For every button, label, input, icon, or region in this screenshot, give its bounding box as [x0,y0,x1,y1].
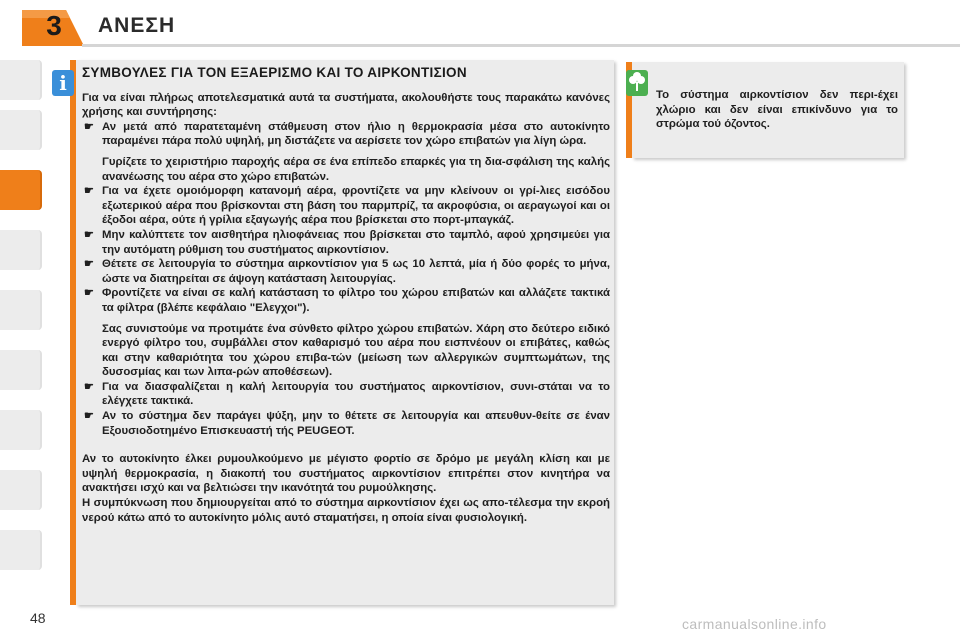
tree-icon [626,70,648,96]
bullet-text: Για να έχετε ομοιόμορφη κατανομή αέρα, φροντίζετε να μην κλείνουν οι γρί-λιες εισόδου εξωτερικού αέρα που βρίσκονται στη βάση του παρμπρίζ, τα ακροφύσια, οι αεραγωγοί και οι έξοδοι αέρα, ούτε ή γρίλια εξαγωγής αέρα που βρίσκεται στο πορτ-μπαγκάζ. [102,185,610,227]
tree-icon-shape [626,70,648,96]
pointing-hand-icon: ☛ [84,120,94,133]
eco-note-text: Το σύστημα αιρκοντίσιον δεν περι-έχει χλώριο και δεν είναι επικίνδυνο για το στρώμα τού όζοντος. [656,89,898,131]
side-tab-4[interactable] [0,230,42,270]
page-header [0,0,960,52]
chapter-title: ΑΝΕΣΗ [98,14,176,37]
list-item [82,286,610,315]
side-tab-2[interactable] [0,110,42,150]
pointing-hand-icon: ☛ [84,258,94,271]
header-divider [82,44,960,47]
pointing-hand-icon: ☛ [84,380,94,393]
closing-paragraph-1: Αν το αυτοκίνητο έλκει ρυμουλκούμενο με μέγιστο φορτίο σε δρόμο με μεγάλη κλίση και με υψηλή θερμοκρασία, η διακοπή του συστήματος αιρκοντίσιον επιτρέπει στον κινητήρα να ανακτήσει ισχύ και να βελτιώσει την ικανότητά του ρυμούλκησης. [82,453,610,495]
chapter-number: 3 [46,10,62,41]
closing-paragraph-2: Η συμπύκνωση που δημιουργείται από το σύστημα αιρκοντίσιον έχει ως απο-τέλεσμα την εκροή νερού κάτω από το αυτοκίνητο μόλις αυτό σταματήσει, η οποία είναι φυσιολογική. [82,497,610,524]
sub-paragraph: Σας συνιστούμε να προτιμάτε ένα σύνθετο φίλτρο χώρου επιβατών. Χάρη στο δεύτερο ειδικό ενεργό φίλτρο του, συμβάλλει στον καθαρισμό του αέρα που εισπνέουν οι επιβάτες, καθώς και στην καθαριότητα του χώρου επιβα-τών (μείωση των αλλεργικών συμπτωμάτων, της δυσοσμίας και των λιπα-ρών αποθέσεων). [102,322,610,379]
bullet-text: Μην καλύπτετε τον αισθητήρα ηλιοφάνειας που βρίσκεται στο ταμπλό, αφού χρησιμεύει για την αυτόματη ρύθμιση του συστήματος αιρκοντίσιον. [102,228,610,256]
info-icon: i [52,70,74,96]
side-tab-6[interactable] [0,350,42,390]
list-item [82,228,610,257]
side-tab-9[interactable] [0,530,42,570]
side-tab-3-active[interactable] [0,170,42,210]
section-title: ΣΥΜΒΟΥΛΕΣ ΓΙΑ ΤΟΝ ΕΞΑΕΡΙΣΜΟ ΚΑΙ ΤΟ ΑΙΡΚΟΝΤΙΣΙΟΝ [82,65,467,80]
watermark: carmanualsonline.info [682,616,827,632]
list-item [82,184,610,228]
advice-panel-accent [70,60,76,605]
pointing-hand-icon: ☛ [84,185,94,198]
list-item [82,409,610,438]
list-item [82,380,610,409]
sub-paragraph: Γυρίζετε το χειριστήριο παροχής αέρα σε ένα επίπεδο επαρκές για τη δια-σφάλιση της καλής ανανέωσης του αέρα στο χώρο επιβατών. [102,155,610,183]
bullet-text: Αν το σύστημα δεν παράγει ψύξη, μην το θέτετε σε λειτουργία και απευθυν-θείτε σε έναν Εξουσιοδοτημένο Επισκευαστή τής PEUGEOT. [102,410,610,437]
page-number: 48 [30,610,46,626]
side-tab-8[interactable] [0,470,42,510]
advice-content [82,64,610,525]
pointing-hand-icon: ☛ [84,287,94,300]
bullet-text: Αν μετά από παρατεταμένη στάθμευση στον ήλιο η θερμοκρασία μέσα στο αυτοκίνητο παραμένει πάρα πολύ υψηλή, μη διστάζετε να αερίσετε τον χώρο επιβατών για λίγη ώρα. [102,120,610,148]
side-tab-7[interactable] [0,410,42,450]
bullet-text: Θέτετε σε λειτουργία το σύστημα αιρκοντίσιον για 5 ως 10 λεπτά, μία ή δύο φορές το μήνα, ώστε να διατηρείται σε άψογη κατάσταση λειτουργίας. [102,258,610,285]
intro-paragraph: Για να είναι πλήρως αποτελεσματικά αυτά τα συστήματα, ακολουθήστε τους παρακάτω κανόνες χρήσης και συντήρησης: [82,91,610,119]
side-tab-5[interactable] [0,290,42,330]
pointing-hand-icon: ☛ [84,228,94,241]
chapter-badge [18,6,86,50]
side-tab-1[interactable] [0,60,42,100]
pointing-hand-icon: ☛ [84,410,94,423]
list-item [82,120,610,149]
bullet-text: Φροντίζετε να είναι σε καλή κατάσταση το φίλτρο του χώρου επιβατών και αλλάζετε τακτικά τα φίλτρα (βλέπε κεφάλαιο "Ελεγχοι"). [102,287,610,314]
spacer [82,438,610,452]
bullet-text: Για να διασφαλίζεται η καλή λειτουργία του συστήματος αιρκοντίσιον, συνι-στάται να το ελέγχετε τακτικά. [102,380,610,408]
list-item [82,257,610,286]
